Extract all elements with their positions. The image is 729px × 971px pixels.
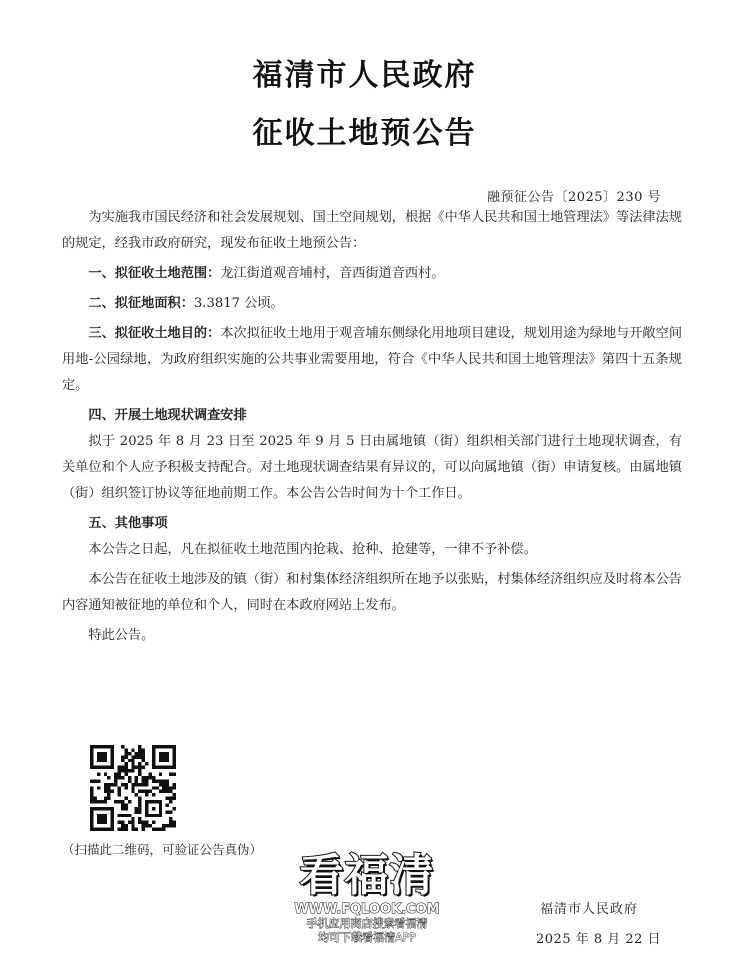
document-subtitle: 征收土地预公告	[252, 116, 477, 151]
watermark-line-2: 均可下载看福清APP	[318, 931, 416, 944]
section-scope-text: 龙江街道观音埔村，音西街道音西村。	[220, 266, 445, 281]
intro-paragraph: 为实施我市国民经济和社会发展规划、国土空间规划，根据《中华人民共和国土地管理法》等法律法规的规定，经我市政府研究，现发布征收土地预公告：	[62, 210, 682, 251]
document-body	[62, 205, 682, 649]
section-purpose-label: 三、拟征收土地目的：	[88, 326, 221, 341]
section-other-para-2: 本公告在征收土地涉及的镇（街）和村集体经济组织所在地予以张贴，村集体经济组织应及时将本公告内容通知被征地的单位和个人，同时在本政府网站上发布。	[62, 572, 682, 613]
section-area	[62, 291, 682, 317]
closing-text: 特此公告。	[88, 628, 155, 643]
section-survey-text: 拟于 2025 年 8 月 23 日至 2025 年 9 月 5 日由属地镇（街）组织相关部门进行土地现状调查，有关单位和个人应予积极支持配合。对土地现状调查结果有异议的，可以向属地镇（街）申请复核。由属地镇（街）组织签订协议等征地前期工作。本公告公告时间为十个工作日。	[62, 434, 682, 501]
section-other-heading: 五、其他事项	[88, 516, 168, 531]
issue-date: 2025 年 8 月 22 日	[536, 932, 662, 947]
section-scope-label: 一、拟征收土地范围：	[88, 266, 221, 281]
section-purpose	[62, 321, 682, 399]
issuer-signature: 福清市人民政府	[540, 902, 639, 917]
verification-qr-code[interactable]	[90, 745, 176, 831]
section-purpose-text: 本次拟征收土地用于观音埔东侧绿化用地项目建设，规划用途为绿地与开敞空间用地-公园绿地，为政府组织实施的公共事业需要用地，符合《中华人民共和国土地管理法》第四十五条规定。	[62, 326, 683, 393]
qr-caption: （扫描此二维码，可验证公告真伪）	[62, 842, 263, 857]
watermark-logo-text: 看福清	[299, 850, 435, 901]
document-title: 福清市人民政府	[252, 58, 477, 93]
section-area-text: 3.3817 公顷。	[193, 296, 284, 311]
section-survey-heading: 四、开展土地现状调查安排	[88, 408, 247, 423]
document-number: 融预征公告〔2025〕230 号	[486, 190, 661, 205]
section-other-para-1: 本公告之日起，凡在拟征收土地范围内抢栽、抢种、抢建等，一律不予补偿。	[88, 542, 537, 557]
watermark-url: WWW.FQLOOK.COM	[294, 902, 440, 917]
watermark-logo	[292, 852, 442, 945]
section-scope	[62, 261, 682, 287]
watermark-line-1: 手机应用商店搜索看福清	[306, 917, 428, 930]
section-area-label: 二、拟征地面积：	[88, 296, 194, 311]
